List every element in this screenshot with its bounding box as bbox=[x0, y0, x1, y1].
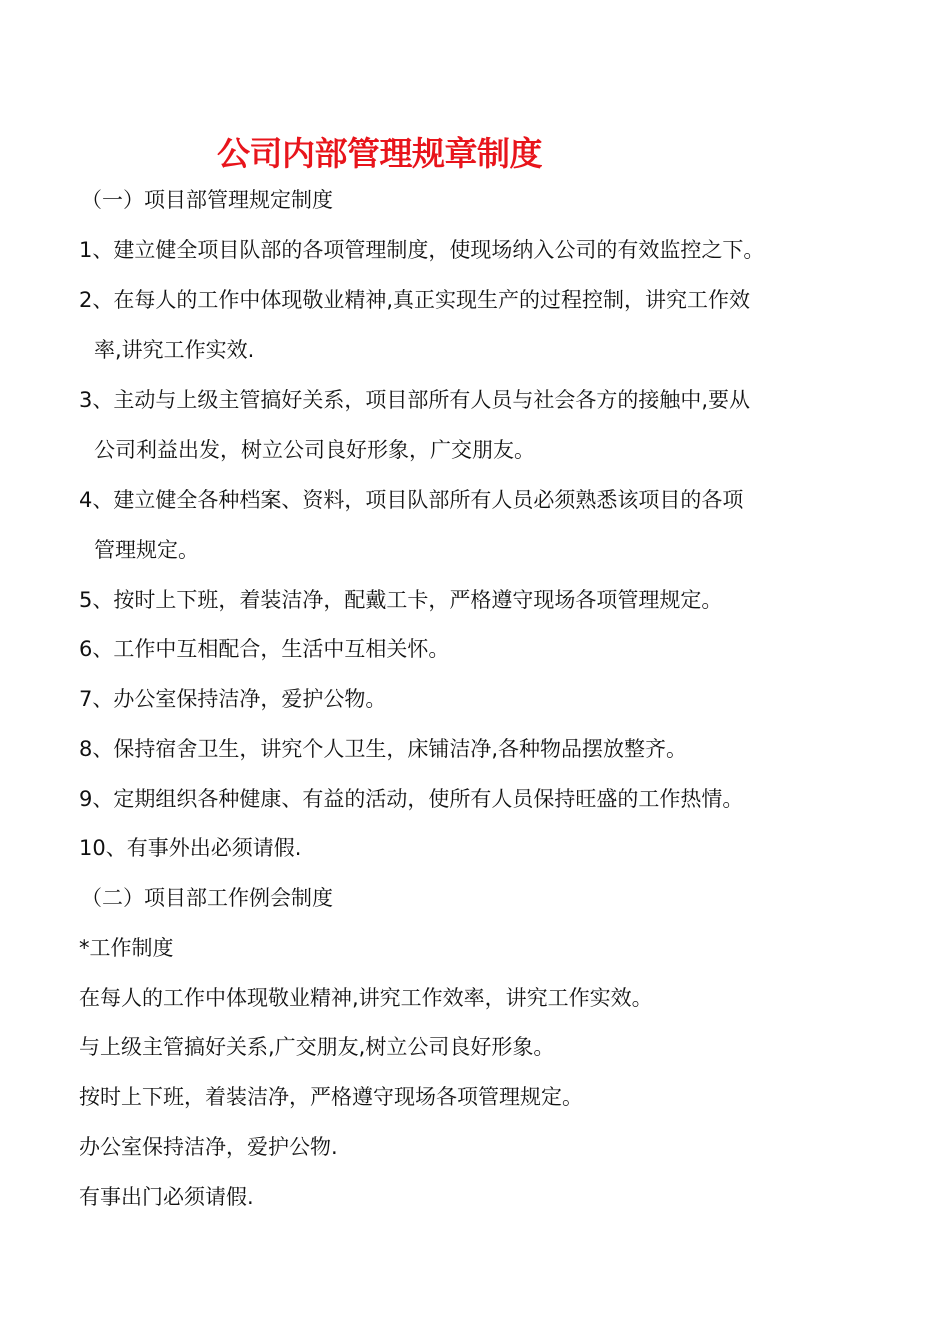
rule-7: 7、办公室保持洁净，爱护公物。 bbox=[79, 687, 387, 711]
work-rule-5: 有事出门必须请假. bbox=[79, 1185, 254, 1209]
rule-5: 5、按时上下班，着装洁净，配戴工卡，严格遵守现场各项管理规定。 bbox=[79, 588, 723, 612]
rule-8: 8、保持宿舍卫生，讲究个人卫生，床铺洁净,各种物品摆放整齐。 bbox=[79, 737, 688, 761]
rule-2: 2、在每人的工作中体现敬业精神,真正实现生产的过程控制，讲究工作效 bbox=[79, 288, 751, 312]
section-heading-1: （一）项目部管理规定制度 bbox=[81, 188, 333, 212]
rule-3-continued: 公司利益出发，树立公司良好形象，广交朋友。 bbox=[94, 438, 535, 462]
rule-3: 3、主动与上级主管搞好关系，项目部所有人员与社会各方的接触中,要从 bbox=[79, 388, 751, 412]
document-title: 公司内部管理规章制度 bbox=[217, 134, 542, 173]
rule-2-continued: 率,讲究工作实效. bbox=[94, 338, 255, 362]
work-rule-1: 在每人的工作中体现敬业精神,讲究工作效率，讲究工作实效。 bbox=[79, 986, 653, 1010]
section-heading-2: （二）项目部工作例会制度 bbox=[81, 886, 333, 910]
rule-10: 10、有事外出必须请假. bbox=[79, 836, 302, 860]
rule-9: 9、定期组织各种健康、有益的活动，使所有人员保持旺盛的工作热情。 bbox=[79, 787, 744, 811]
work-rule-4: 办公室保持洁净，爱护公物. bbox=[79, 1135, 338, 1159]
rule-4: 4、建立健全各种档案、资料，项目队部所有人员必须熟悉该项目的各项 bbox=[79, 488, 744, 512]
work-rule-2: 与上级主管搞好关系,广交朋友,树立公司良好形象。 bbox=[79, 1035, 555, 1059]
rule-1: 1、建立健全项目队部的各项管理制度，使现场纳入公司的有效监控之下。 bbox=[79, 238, 765, 262]
work-rule-3: 按时上下班，着装洁净，严格遵守现场各项管理规定。 bbox=[79, 1085, 583, 1109]
section-subheading: *工作制度 bbox=[79, 936, 174, 960]
rule-6: 6、工作中互相配合，生活中互相关怀。 bbox=[79, 637, 450, 661]
rule-4-continued: 管理规定。 bbox=[94, 538, 199, 562]
